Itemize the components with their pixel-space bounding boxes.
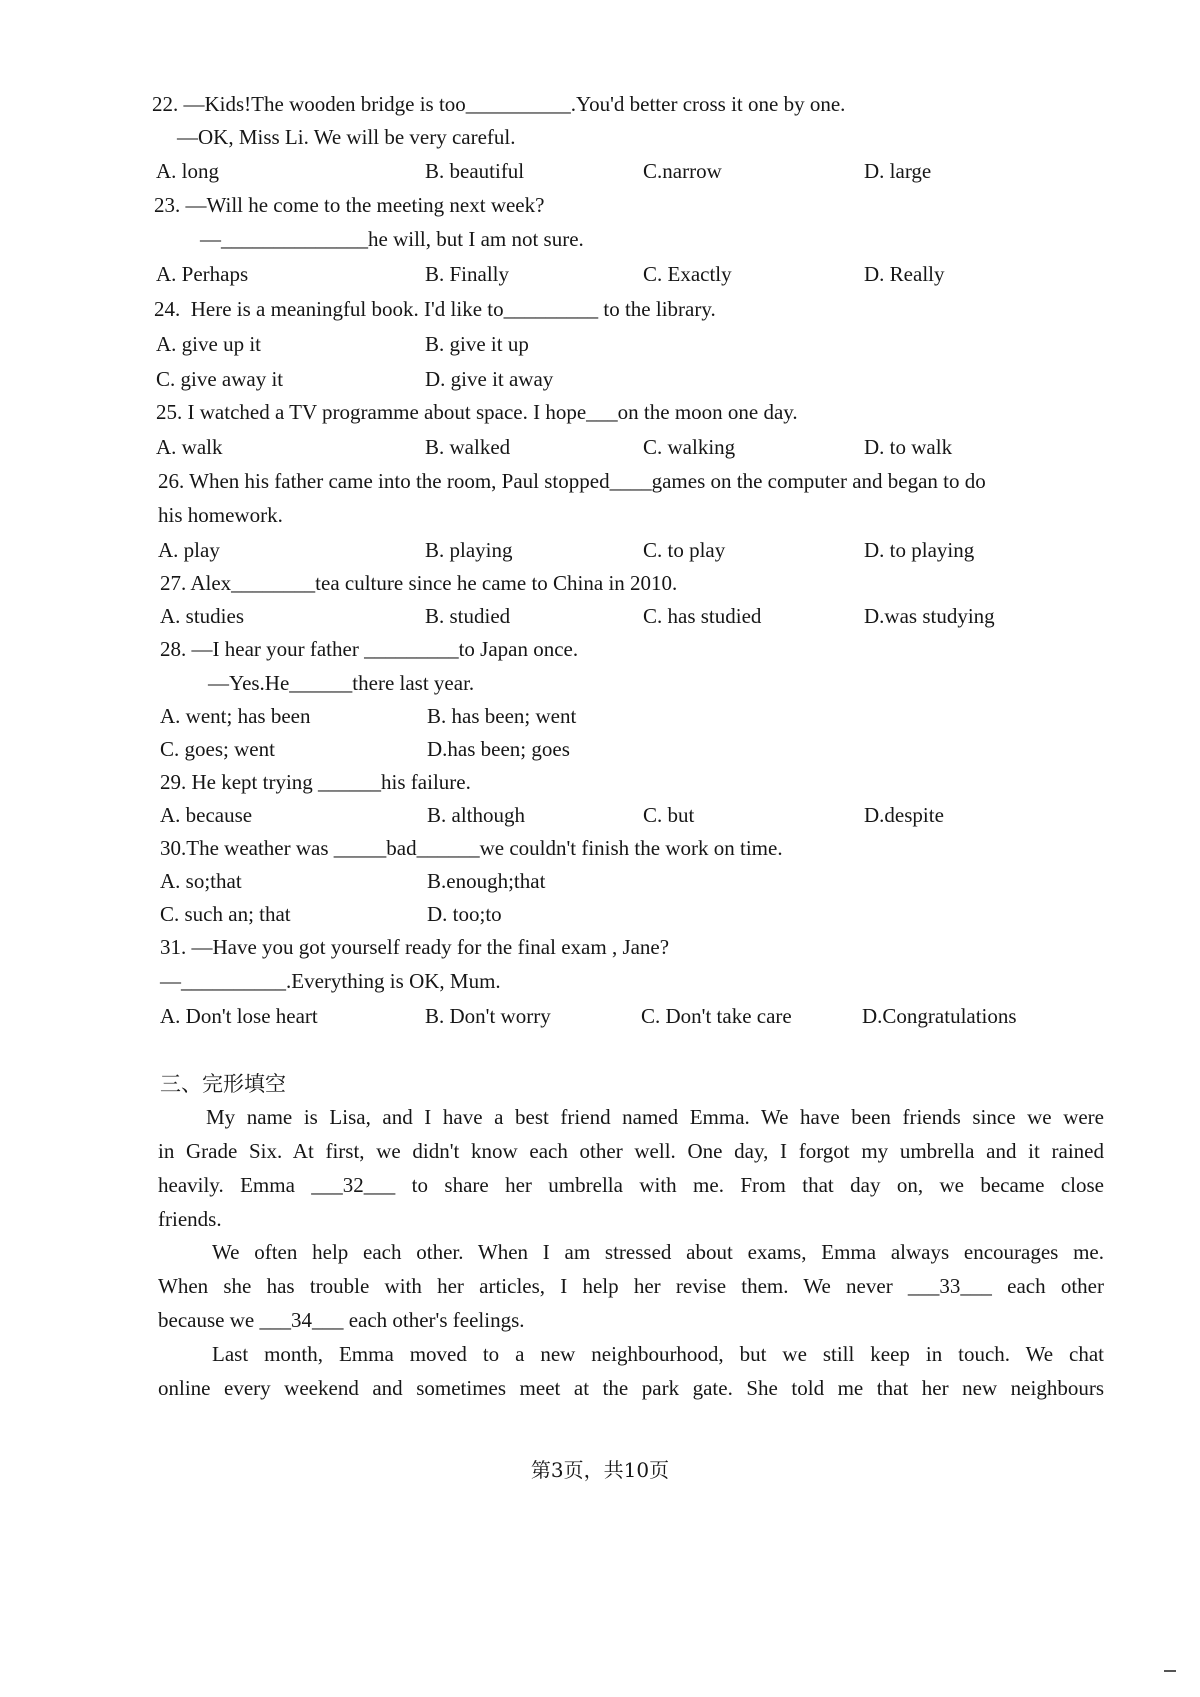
q31-option-c: C. Don't take care (641, 1004, 792, 1028)
q23-option-b: B. Finally (425, 262, 510, 286)
passage-line: My name is Lisa, and I have a best friend named Emma. We have been friends since we were (206, 1105, 1104, 1129)
q25-option-c: C. walking (643, 435, 736, 459)
q22-option-b: B. beautiful (425, 159, 525, 183)
q26-stem: 26. When his father came into the room, Paul stopped____games on the computer and began to do (158, 469, 986, 493)
passage-line: Last month, Emma moved to a new neighbourhood, but we still keep in touch. We chat (212, 1342, 1104, 1366)
q24-option-d: D. give it away (425, 367, 554, 391)
q31-stem: 31. —Have you got yourself ready for the final exam , Jane? (160, 935, 670, 959)
q24-option-c: C. give away it (156, 367, 284, 391)
q31-option-d: D.Congratulations (862, 1004, 1017, 1028)
q24-stem: 24. Here is a meaningful book. I'd like to_________ to the library. (154, 297, 716, 321)
passage-line: When she has trouble with her articles, I help her revise them. We never ___33___ each other (158, 1274, 1104, 1298)
page-number: 第3页，共10页 (530, 1458, 670, 1482)
q23-reply: —______________he will, but I am not sure. (200, 227, 584, 251)
section-heading: 三、完形填空 (160, 1072, 286, 1096)
q27-option-c: C. has studied (643, 604, 762, 628)
q25-option-d: D. to walk (864, 435, 953, 459)
q22-reply: —OK, Miss Li. We will be very careful. (177, 125, 516, 149)
passage-line: in Grade Six. At first, we didn't know each other well. One day, I forgot my umbrella and it rained (158, 1139, 1104, 1163)
q22-option-a: A. long (156, 159, 219, 183)
q22-stem: 22. —Kids!The wooden bridge is too__________.You'd better cross it one by one. (152, 92, 846, 116)
q30-stem: 30.The weather was _____bad______we couldn't finish the work on time. (160, 836, 783, 860)
q28-option-c: C. goes; went (160, 737, 275, 761)
q26-option-a: A. play (158, 538, 220, 562)
q26-stem-cont: his homework. (158, 503, 283, 527)
scan-mark (1164, 1670, 1176, 1672)
passage-line: online every weekend and sometimes meet at the park gate. She told me that her new neighbours (158, 1376, 1104, 1400)
q23-option-c: C. Exactly (643, 262, 732, 286)
q29-option-d: D.despite (864, 803, 944, 827)
q28-option-b: B. has been; went (427, 704, 577, 728)
passage-line: friends. (158, 1207, 222, 1231)
q29-stem: 29. He kept trying ______his failure. (160, 770, 471, 794)
passage-line: heavily. Emma ___32___ to share her umbrella with me. From that day on, we became close (158, 1173, 1104, 1197)
q23-stem: 23. —Will he come to the meeting next week? (154, 193, 545, 217)
q23-option-d: D. Really (864, 262, 945, 286)
q26-option-c: C. to play (643, 538, 726, 562)
q28-option-a: A. went; has been (160, 704, 311, 728)
q31-option-b: B. Don't worry (425, 1004, 551, 1028)
q27-stem: 27. Alex________tea culture since he came to China in 2010. (160, 571, 678, 595)
q28-reply: —Yes.He______there last year. (208, 671, 475, 695)
q26-option-d: D. to playing (864, 538, 975, 562)
q26-option-b: B. playing (425, 538, 513, 562)
q30-option-b: B.enough;that (427, 869, 546, 893)
passage-line: because we ___34___ each other's feelings. (158, 1308, 525, 1332)
q28-stem: 28. —I hear your father _________to Japan once. (160, 637, 579, 661)
q24-option-b: B. give it up (425, 332, 529, 356)
q22-option-d: D. large (864, 159, 932, 183)
q30-option-a: A. so;that (160, 869, 242, 893)
q29-option-c: C. but (643, 803, 695, 827)
q27-option-a: A. studies (160, 604, 244, 628)
q25-option-a: A. walk (156, 435, 223, 459)
q31-reply: —__________.Everything is OK, Mum. (160, 969, 501, 993)
passage-line: We often help each other. When I am stressed about exams, Emma always encourages me. (212, 1240, 1104, 1264)
q24-option-a: A. give up it (156, 332, 261, 356)
q30-option-d: D. too;to (427, 902, 502, 926)
q22-option-c: C.narrow (643, 159, 722, 183)
q29-option-a: A. because (160, 803, 253, 827)
q25-stem: 25. I watched a TV programme about space. I hope___on the moon one day. (156, 400, 798, 424)
q29-option-b: B. although (427, 803, 525, 827)
q27-option-d: D.was studying (864, 604, 995, 628)
q23-option-a: A. Perhaps (156, 262, 249, 286)
q28-option-d: D.has been; goes (427, 737, 570, 761)
q30-option-c: C. such an; that (160, 902, 291, 926)
q27-option-b: B. studied (425, 604, 511, 628)
q31-option-a: A. Don't lose heart (160, 1004, 318, 1028)
q25-option-b: B. walked (425, 435, 511, 459)
